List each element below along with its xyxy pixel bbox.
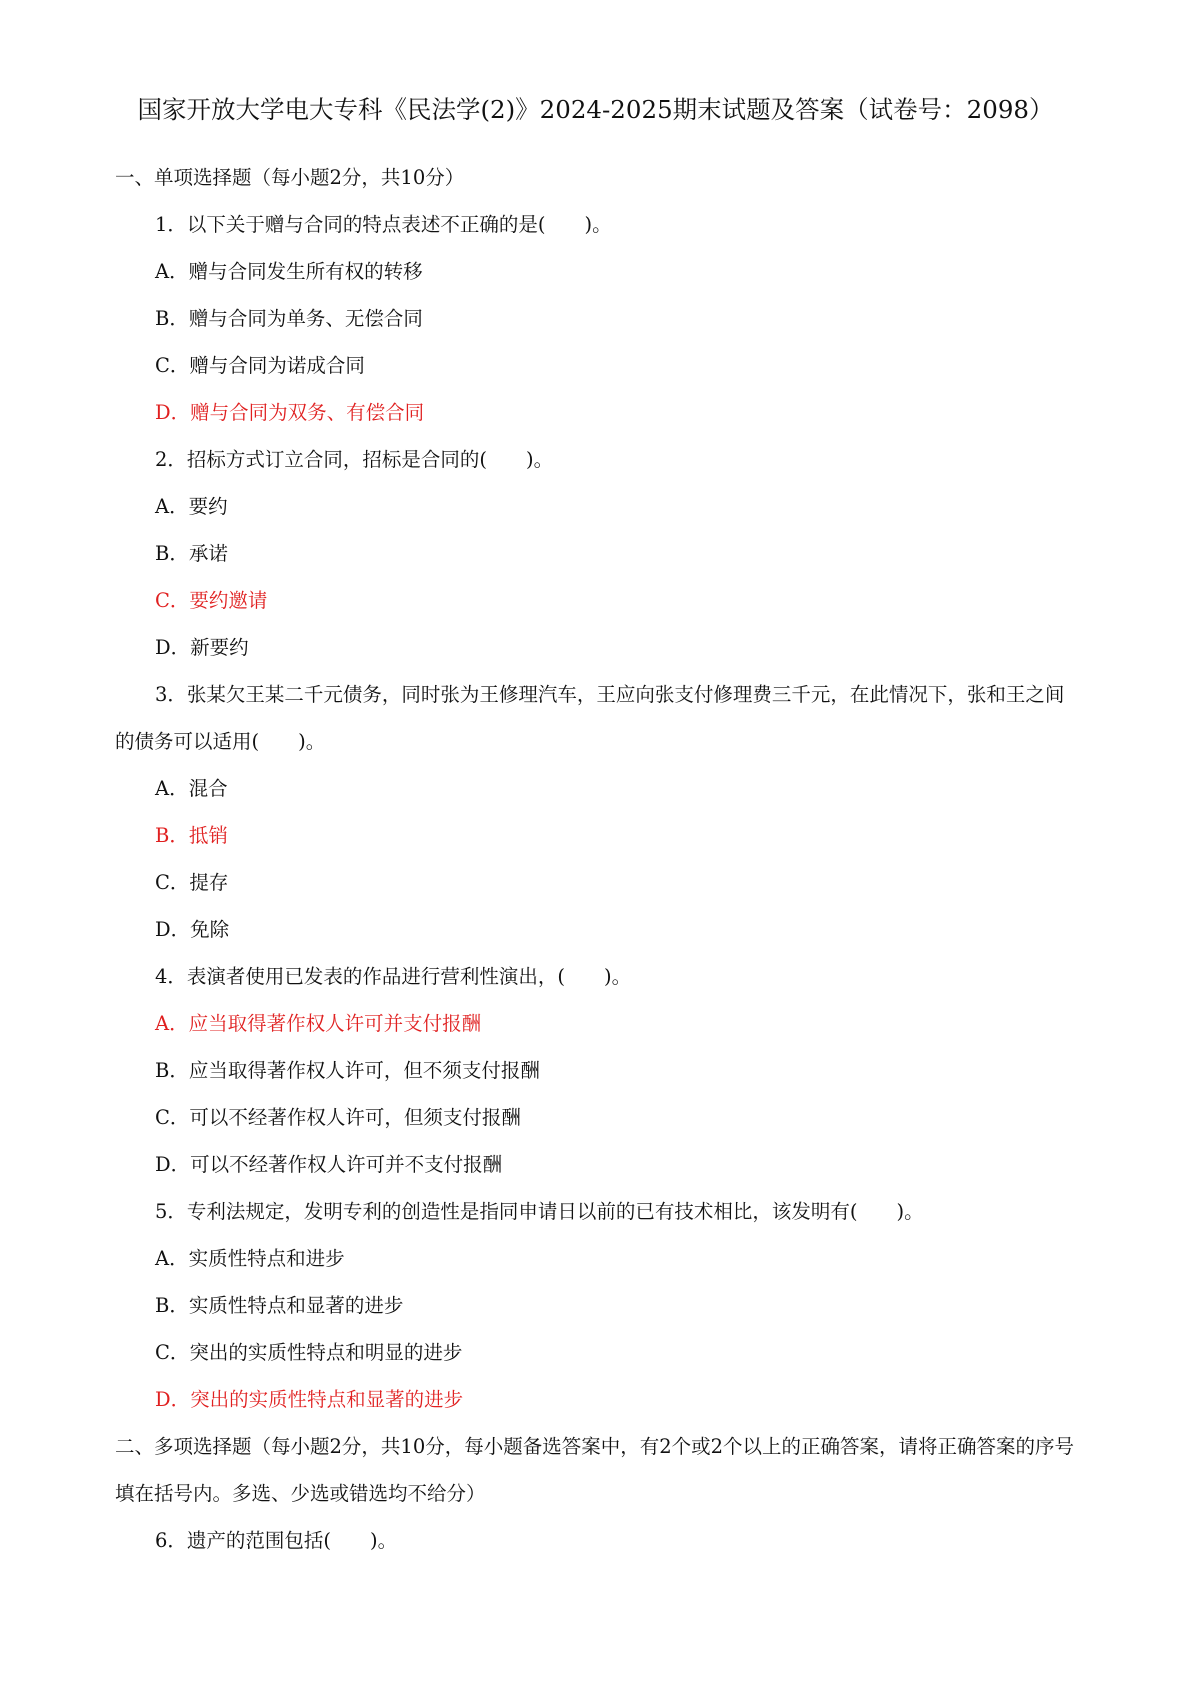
- question-stem: 4．表演者使用已发表的作品进行营利性演出，( )。: [155, 965, 632, 988]
- question-stem: 3．张某欠王某二千元债务，同时张为王修理汽车，王应向张支付修理费三千元，在此情况下，张和王之间的债务可以适用( )。: [115, 683, 1065, 753]
- question-stem: 2．招标方式订立合同，招标是合同的( )。: [155, 448, 554, 471]
- answer-option: D．新要约: [155, 636, 249, 659]
- answer-option-correct: C．要约邀请: [155, 589, 268, 612]
- answer-option: A．实质性特点和进步: [155, 1247, 345, 1270]
- answer-option: B．赠与合同为单务、无偿合同: [155, 307, 423, 330]
- answer-option-correct: A．应当取得著作权人许可并支付报酬: [155, 1012, 482, 1035]
- question-stem: 6．遗产的范围包括( )。: [155, 1529, 398, 1552]
- section-heading-multiple-choice: 二、多项选择题（每小题2分，共10分，每小题备选答案中，有2个或2个以上的正确答案，请将正确答案的序号填在括号内。多选、少选或错选均不给分）: [115, 1435, 1075, 1505]
- answer-option-correct: D．突出的实质性特点和显著的进步: [155, 1388, 464, 1411]
- answer-option: C．可以不经著作权人许可，但须支付报酬: [155, 1106, 521, 1129]
- answer-option: B．承诺: [155, 542, 228, 565]
- answer-option: C．赠与合同为诺成合同: [155, 354, 365, 377]
- document-title: 国家开放大学电大专科《民法学(2)》2024-2025期末试题及答案（试卷号：2098）: [137, 95, 1054, 124]
- answer-option: C．提存: [155, 871, 229, 894]
- answer-option: A．要约: [155, 495, 228, 518]
- section-heading-single-choice: 一、单项选择题（每小题2分，共10分）: [115, 166, 465, 189]
- answer-option: A．混合: [155, 777, 228, 800]
- answer-option: B．实质性特点和显著的进步: [155, 1294, 404, 1317]
- question-stem: 5．专利法规定，发明专利的创造性是指同申请日以前的已有技术相比，该发明有( )。: [155, 1200, 924, 1223]
- answer-option: A．赠与合同发生所有权的转移: [155, 260, 423, 283]
- answer-option: C．突出的实质性特点和明显的进步: [155, 1341, 463, 1364]
- answer-option: B．应当取得著作权人许可，但不须支付报酬: [155, 1059, 540, 1082]
- answer-option-correct: B．抵销: [155, 824, 228, 847]
- answer-option-correct: D．赠与合同为双务、有偿合同: [155, 401, 425, 424]
- answer-option: D．可以不经著作权人许可并不支付报酬: [155, 1153, 503, 1176]
- answer-option: D．免除: [155, 918, 230, 941]
- question-stem: 1．以下关于赠与合同的特点表述不正确的是( )。: [155, 213, 612, 236]
- exam-content: [115, 154, 1078, 1564]
